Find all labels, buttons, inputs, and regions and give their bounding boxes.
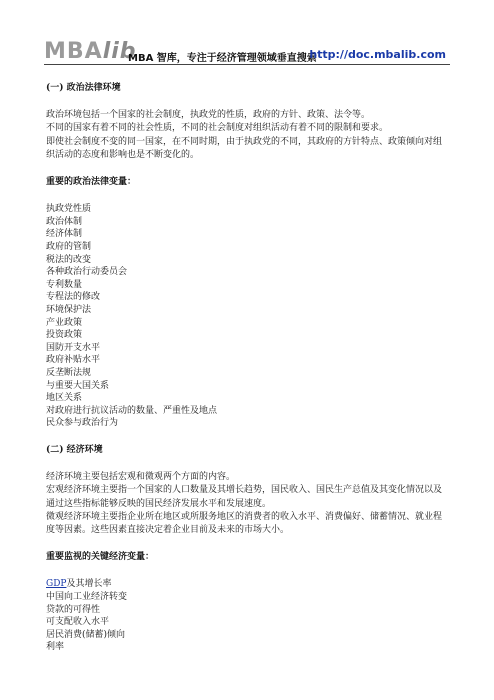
- list-item: 投资政策: [46, 330, 83, 341]
- list-item: 民众参与政治行为: [46, 418, 119, 429]
- list-item: 贷款的可得性: [46, 604, 101, 615]
- paragraph: 微观经济环境主要指企业所在地区或所服务地区的消费者的收入水平、消费偏好、储蓄情况、就业程度等因素。这些因素直接决定着企业目前及未来的市场大小。: [46, 511, 443, 535]
- list-item: 产业政策: [46, 317, 83, 328]
- document-body: [46, 82, 450, 654]
- list-item: 利率: [46, 642, 65, 653]
- list-item: 可支配收入水平: [46, 617, 110, 628]
- list-item: 环境保护法: [46, 304, 92, 315]
- list-item: 各种政治行动委员会: [46, 267, 128, 278]
- paragraph: 宏观经济环境主要指一个国家的人口数量及其增长趋势，国民收入、国民生产总值及其变化情况以及通过这些指标能够反映的国民经济发展水平和发展速度。: [46, 485, 443, 509]
- paragraph: 政治环境包括一个国家的社会制度，执政党的性质，政府的方针、政策、法令等。: [46, 110, 371, 121]
- header-divider: [44, 64, 450, 65]
- section-heading-economic: (二) 经济环境: [46, 444, 103, 455]
- list-item: 中国向工业经济转变: [46, 591, 128, 602]
- paragraph: 即使社会制度不变的同一国家，在不同时期，由于执政党的不同，其政府的方针特点、政策倾向对组织活动的态度和影响也是不断变化的。: [46, 136, 443, 160]
- logo-wordmark: MBAlib: [44, 39, 137, 64]
- political-variables-list: [46, 203, 450, 430]
- list-item: 政府的管制: [46, 242, 92, 252]
- list-item: 政治体制: [46, 216, 83, 227]
- list-item: 政府补贴水平: [46, 355, 101, 366]
- variables-heading-political: 重要的政治法律变量：: [46, 177, 137, 188]
- list-item: 反垄断法规: [46, 367, 92, 378]
- list-item: 执政党性质: [46, 204, 92, 215]
- list-item: 居民消费(储蓄)倾向: [46, 629, 126, 640]
- page-header: [0, 0, 494, 70]
- list-item: 与重要大国关系: [46, 380, 110, 391]
- list-item: 对政府进行抗议活动的数量、严重性及地点: [46, 405, 218, 416]
- header-slogan: MBA 智库，专注于经济管理领域垂直搜索: [128, 53, 317, 64]
- economic-variables-list: [46, 578, 450, 654]
- paragraph: 经济环境主要包括宏观和微观两个方面的内容。: [46, 472, 236, 483]
- gdp-link[interactable]: GDP: [46, 579, 67, 590]
- paragraph: 不同的国家有着不同的社会性质，不同的社会制度对组织活动有着不同的限制和要求。: [46, 123, 389, 134]
- list-item: 经济体制: [46, 229, 83, 240]
- section-heading-political: (一) 政治法律环境: [46, 83, 121, 93]
- list-item: 税法的改变: [46, 254, 92, 265]
- list-item: GDP及其增长率: [46, 579, 112, 590]
- list-item: 专程法的修改: [46, 292, 101, 303]
- list-item: 地区关系: [46, 393, 83, 404]
- mbalib-logo[interactable]: [44, 36, 137, 64]
- list-item: 国防开支水平: [46, 342, 101, 353]
- site-url-link[interactable]: http://doc.mbalib.com: [309, 48, 446, 61]
- list-item: 专利数量: [46, 279, 83, 290]
- variables-heading-economic: 重要监视的关键经济变量：: [46, 552, 155, 563]
